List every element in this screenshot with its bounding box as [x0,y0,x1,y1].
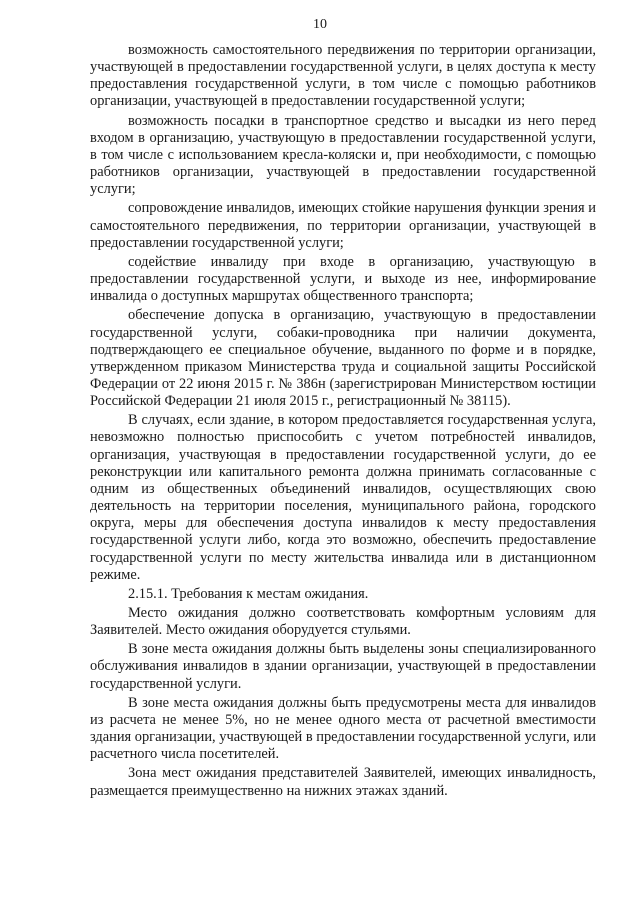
paragraph-escort-disabled: сопровождение инвалидов, имеющих стойкие нарушения функции зрения и самостоятельного передвижения, по территории организации, участвующей в предоставлении государственной услуги; [90,200,596,251]
paragraph-guide-dog-access: обеспечение допуска в организацию, участвующую в предоставлении государственной услуги, собаки-проводника при наличии документа, подтверждающего ее специальное обучение, выданного по форме и в порядке, утвержденном приказом Министерства труда и социальной защиты Российской Федерации от 22 июня 2015 г. № 386н (зарегистрирован Министерством юстиции Российской Федерации 21 июля 2015 г., регистрационный № 38115). [90,307,596,410]
paragraph-boarding-transport: возможность посадки в транспортное средство и высадки из него перед входом в организацию, участвующую в предоставлении государственной услуги, в том числе с использованием кресла-коляски и, при необходимости, с помощью работников организации, участвующей в предоставлении государственной услуги; [90,112,596,198]
paragraph-special-service-zones: В зоне места ожидания должны быть выделены зоны специализированного обслуживания инвалидов в здании организации, участвующей в предоставлении государственной услуги. [90,641,596,692]
paragraph-seats-for-disabled: В зоне места ожидания должны быть предусмотрены места для инвалидов из расчета не менее 5%, но не менее одного места от расчетной вместимости здания организации, участвующей в предоставлении государственной услуги, или расчетного числа посетителей. [90,694,596,763]
section-heading-waiting-areas: 2.15.1. Требования к местам ожидания. [128,585,369,602]
paragraph-building-adaptation: В случаях, если здание, в котором предоставляется государственная услуга, невозможно полностью приспособить с учетом потребностей инвалидов, организация, участвующая в предоставлении государственной услуги, до ее реконструкции или капитального ремонта должна принимать согласованные с одним из общественных объединений инвалидов, осуществляющих свою деятельность на территории поселения, муниципального района, городского округа, меры для обеспечения доступа инвалидов к месту предоставления государственной услуги либо, когда это возможно, обеспечить предоставление государственной услуги по месту жительства инвалида или в дистанционном режиме. [90,412,596,583]
page-number: 10 [313,17,327,32]
paragraph-entry-assistance: содействие инвалиду при входе в организацию, участвующую в предоставлении государственной услуги, и выходе из нее, информирование инвалида о доступных маршрутах общественного транспорта; [90,253,596,305]
paragraph-free-movement: возможность самостоятельного передвижения по территории организации, участвующей в предоставлении государственной услуги, в целях доступа к месту предоставления государственной услуги, в том числе с помощью работников организации, участвующей в предоставлении государственной услуги; [90,42,596,110]
paragraph-representatives-zone: Зона мест ожидания представителей Заявителей, имеющих инвалидность, размещается преимущественно на нижних этажах зданий. [90,765,596,799]
paragraph-waiting-comfort: Место ожидания должно соответствовать комфортным условиям для Заявителей. Место ожидания оборудуется стульями. [90,605,596,639]
document-body [90,42,596,800]
